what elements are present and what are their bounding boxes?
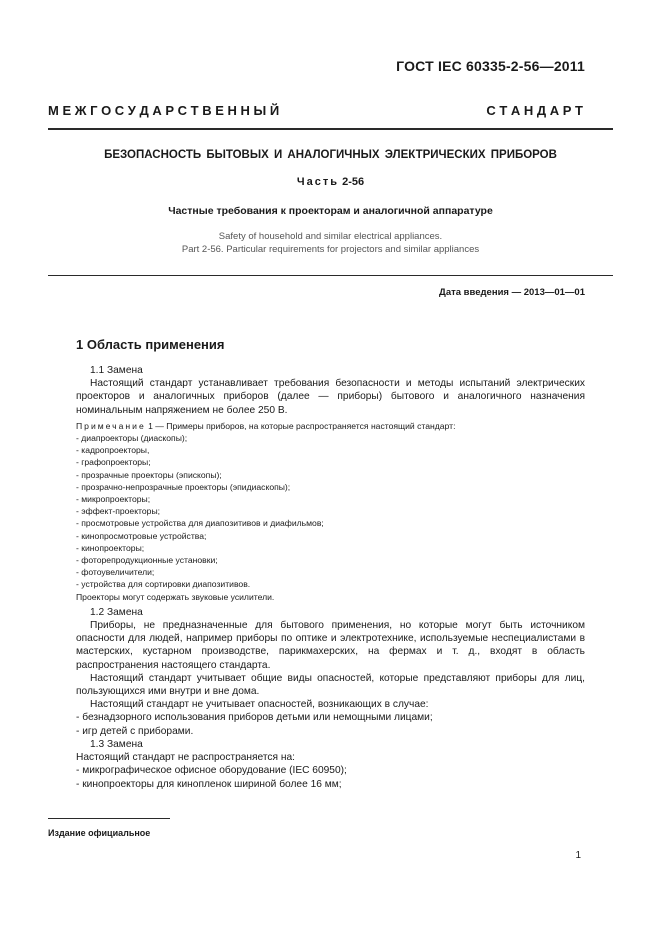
- top-rule: [48, 128, 613, 130]
- document-code: ГОСТ IEC 60335-2-56—2011: [396, 58, 585, 74]
- clause-1-1-heading: 1.1 Замена: [90, 365, 143, 376]
- introduction-date: Дата введения — 2013—01—01: [439, 287, 585, 298]
- note-item: - кадропроекторы,: [76, 445, 150, 456]
- part-word: Часть: [296, 176, 340, 188]
- note-item: - прозрачные проекторы (эпископы);: [76, 469, 222, 480]
- note-item: - кинопроекторы;: [76, 542, 145, 553]
- english-title-line-1: Safety of household and similar electrical appliances.: [218, 231, 443, 242]
- note-item: - фоторепродукционные установки;: [76, 555, 218, 566]
- note-text: 1 — Примеры приборов, на которые распространяется настоящий стандарт:: [145, 420, 456, 431]
- standard-word: С Т А Н Д А Р Т: [486, 103, 583, 118]
- clause-1-2-text-2: Настоящий стандарт учитывает общие виды опасностей, которые представляют приборы для лиц, пользующихся ими внутри и вне дома.: [76, 672, 585, 698]
- standard-title: БЕЗОПАСНОСТЬ БЫТОВЫХ И АНАЛОГИЧНЫХ ЭЛЕКТРИЧЕСКИХ ПРИБОРОВ: [104, 149, 557, 161]
- section-body: [76, 364, 585, 791]
- page-number: 1: [575, 850, 581, 861]
- note-item: - графопроекторы;: [76, 457, 151, 468]
- note-item: - эффект-проекторы;: [76, 506, 161, 517]
- note-item: - прозрачно-непрозрачные проекторы (эпидиаскопы);: [76, 481, 291, 492]
- clause-1-2-text-3: Настоящий стандарт не учитывает опасностей, возникающих в случае:: [90, 699, 429, 711]
- note-label: Примечание: [76, 420, 146, 431]
- note-item: - микропроекторы;: [76, 494, 151, 505]
- section-title: 1 Область применения: [76, 337, 225, 352]
- official-edition-label: Издание официальное: [48, 828, 151, 838]
- note-tail: Проекторы могут содержать звуковые усилители.: [76, 591, 275, 602]
- note-item: - кинопросмотровые устройства;: [76, 530, 207, 541]
- note-1: [76, 420, 585, 432]
- note-item: - фотоувеличители;: [76, 567, 155, 578]
- clause-1-2-heading: 1.2 Замена: [90, 606, 143, 618]
- interstate-standard-banner: [48, 103, 583, 118]
- interstate-word: М Е Ж Г О С У Д А Р С Т В Е Н Н Ы Й: [48, 103, 280, 118]
- clause-1-2-item: - безнадзорного использования приборов детьми или немощными лицами;: [76, 712, 433, 724]
- clause-1-3-heading: 1.3 Замена: [90, 738, 143, 750]
- part-heading: [0, 176, 661, 188]
- clause-1-2-item: - игр детей с приборами.: [76, 725, 194, 737]
- clause-1-2-text-1: Приборы, не предназначенные для бытового применения, но которые могут быть источником опасности для людей, например приборы по оптике и электротехнике, используемые неспециалистами в мастерских, кустарном производстве, парикмахерских, на фермах и т. д., входят в область распространения настоящего стандарта.: [76, 620, 585, 671]
- clause-1-3-text: Настоящий стандарт не распространяется на:: [76, 752, 296, 764]
- note-list: [76, 432, 585, 591]
- footer-rule: [48, 818, 170, 819]
- english-title-line-2: Part 2-56. Particular requirements for projectors and similar appliances: [181, 244, 480, 255]
- note-item: - диапроекторы (диаскопы);: [76, 433, 188, 444]
- clause-1-1-text: Настоящий стандарт устанавливает требования безопасности и методы испытаний электрических проекторов и аналогичных приборов (далее — приборы) бытового и аналогичного назначения номинальным напряжением не более 250 В.: [76, 378, 585, 416]
- standard-subtitle: Частные требования к проекторам и аналогичной аппаратуре: [168, 205, 493, 217]
- title-rule: [48, 275, 613, 276]
- clause-1-3-item: - кинопроекторы для кинопленок шириной более 16 мм;: [76, 778, 342, 790]
- note-item: - просмотровые устройства для диапозитивов и диафильмов;: [76, 518, 324, 529]
- clause-1-3-item: - микрографическое офисное оборудование (IEC 60950);: [76, 765, 347, 777]
- note-item: - устройства для сортировки диапозитивов.: [76, 579, 251, 590]
- part-number: 2-56: [342, 176, 365, 188]
